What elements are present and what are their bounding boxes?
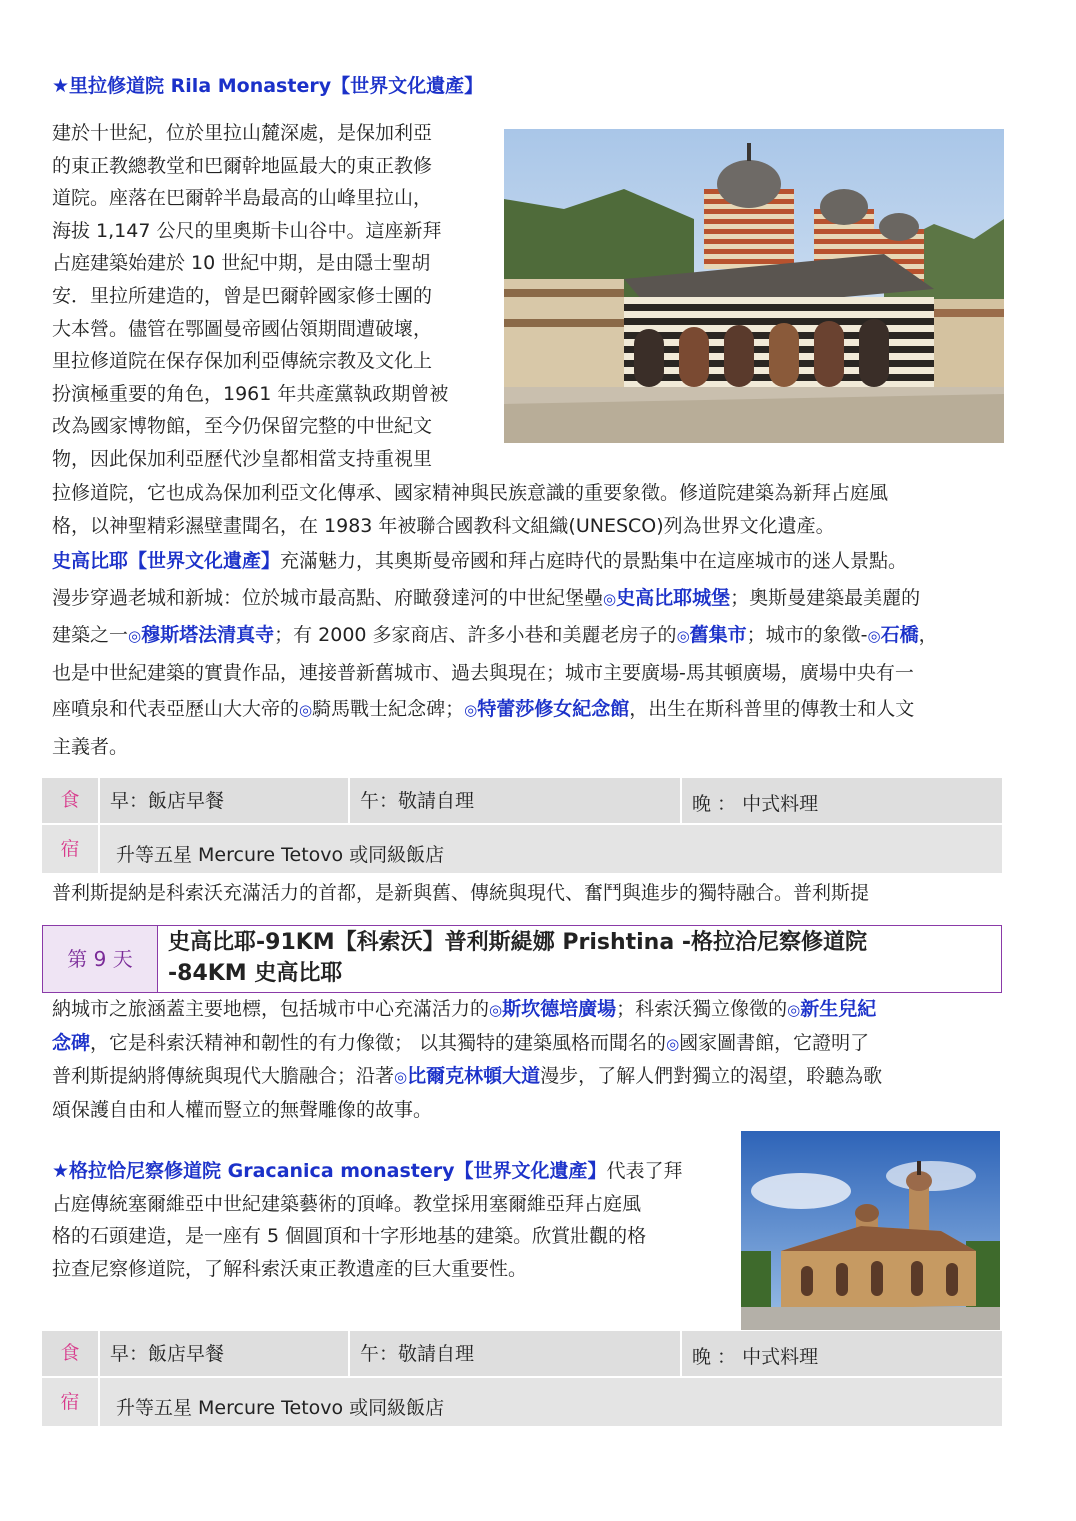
mother-teresa-memorial: 特蕾莎修女紀念館	[477, 698, 630, 720]
text-line: 物，因此保加利亞歷代沙皇都相當支持重視里	[52, 447, 433, 470]
text-fragment: 國家圖書館，它證明了	[679, 1031, 870, 1054]
gracanica-monastery-photo	[741, 1131, 1000, 1330]
text-line: 占庭傳統塞爾維亞中世紀建築藝術的頂峰。教堂採用塞爾維亞拜占庭風	[52, 1192, 642, 1215]
text-fragment: 漫步，了解人們對獨立的渴望，聆聽為歌	[540, 1065, 883, 1087]
dinner-cell	[682, 1331, 1002, 1376]
location-mark-icon: ◎	[128, 627, 142, 645]
text-fragment: ，它是科索沃精神和韌性的有力像徵； 以其獨特的建築風格而聞名的	[90, 1031, 667, 1054]
location-mark-icon: ◎	[867, 627, 881, 645]
meals-table-day9	[42, 1331, 1002, 1426]
location-mark-icon: ◎	[603, 589, 617, 608]
skanderbeg-square: 斯坎德培廣場	[502, 998, 617, 1020]
text-fragment: ；有 2000 多家商店、許多小巷和美麗老房子的	[274, 624, 677, 646]
gracanica-heading: ★格拉恰尼察修道院 Gracanica monastery【世界文化遺產】	[52, 1160, 607, 1182]
newborn-monument-cont: 念碑	[52, 1031, 91, 1054]
gracanica-paragraph	[52, 1155, 732, 1285]
hotel-label: 宿	[42, 825, 100, 873]
text-line: 的東正教總教堂和巴爾幹地區最大的東正教修	[52, 154, 433, 177]
text-line: 格的石頭建造，是一座有 5 個圓頂和十字形地基的建築。欣賞壯觀的格	[52, 1225, 647, 1247]
text-line: 大本營。儘管在鄂圖曼帝國佔領期間遭破壞，	[52, 317, 433, 340]
text-line: 道院。座落在巴爾幹半島最高的山峰里拉山，	[52, 187, 433, 210]
hotel-row	[42, 1378, 1002, 1426]
text-fragment: 座噴泉和代表亞歷山大大帝的	[52, 698, 300, 720]
rila-heading-tag: 【世界文化遺產】	[331, 75, 484, 97]
meal-label: 食	[42, 1331, 100, 1376]
star-icon: ★	[52, 75, 70, 97]
rila-monastery-photo	[504, 129, 1004, 443]
text-fragment: ；城市的象徵-	[746, 624, 868, 646]
text-line	[52, 617, 1052, 655]
text-line: 改為國家博物館，至今仍保留完整的中世紀文	[52, 415, 433, 438]
text-fragment: 騎馬戰士紀念碑；	[312, 698, 465, 720]
text-line	[52, 993, 1052, 1027]
text-line	[52, 1060, 1052, 1094]
breakfast: 早：飯店早餐	[110, 790, 225, 812]
mustafa-mosque: 穆斯塔法清真寺	[141, 624, 275, 646]
text-line: 安．里拉所建造的，曾是巴爾幹國家修士團的	[52, 284, 433, 307]
text-fragment: 代表了拜	[606, 1160, 683, 1182]
skopje-intro: 充滿魅力，其奧斯曼帝國和拜占庭時代的景點集中在這座城市的迷人景點。	[280, 550, 908, 572]
text-line: 也是中世紀建築的實貴作品，連接普新舊城市、過去與現在；城市主要廣場-馬其頓廣場，廣場中央有一	[52, 661, 914, 684]
skopje-fortress: 史高比耶城堡	[616, 586, 731, 609]
text-line: 占庭建築始建於 10 世紀中期，是由隱士聖胡	[52, 252, 431, 275]
meals-table-day8	[42, 778, 1002, 873]
lunch: 午：敬請自理	[360, 790, 475, 812]
skopje-heading: 史高比耶【世界文化遺產】	[52, 550, 281, 572]
meals-row	[42, 1331, 1002, 1376]
day-title-line: 史高比耶-91KM【科索沃】普利斯緹娜 Prishtina -格拉洽尼察修道院	[168, 930, 867, 955]
day9-header	[42, 925, 1002, 993]
text-fragment: 納城市之旅涵蓋主要地標，包括城市中心充滿活力的	[52, 998, 490, 1020]
lunch-cell	[350, 778, 682, 823]
text-fragment: 普利斯提納將傳統與現代大膽融合；沿著	[52, 1065, 395, 1087]
text-fragment: ，出生在斯科普里的傳教士和人文	[629, 698, 915, 720]
rila-heading-name: 里拉修道院 Rila Monastery	[69, 75, 332, 97]
text-line: 格，以神聖精彩濕壁畫聞名，在 1983 年被聯合國教科文組織(UNESCO)列為世界文化遺產。	[52, 514, 835, 537]
text-line: 主義者。	[52, 735, 129, 758]
meals-row	[42, 778, 1002, 823]
hotel-label: 宿	[42, 1378, 100, 1426]
dinner: 晚 ： 中式料理	[692, 793, 819, 815]
text-fragment: 漫步穿過老城和新城：位於城市最高點、府瞰發達河的中世紀堡壘	[52, 586, 604, 609]
stone-bridge: 石橋	[880, 624, 919, 646]
text-fragment: ；奧斯曼建築最美麗的	[730, 586, 921, 609]
bill-clinton-boulevard: 比爾克林頓大道	[407, 1065, 541, 1087]
text-line: 拉查尼察修道院，了解科索沃東正教遺產的巨大重要性。	[52, 1257, 528, 1280]
breakfast-cell	[100, 1331, 350, 1376]
location-mark-icon: ◎	[299, 701, 313, 719]
text-line	[52, 691, 1052, 729]
text-fragment: 建築之一	[52, 624, 129, 646]
breakfast: 早：飯店早餐	[110, 1343, 225, 1365]
text-fragment: ；科索沃獨立像徵的	[616, 998, 788, 1020]
old-bazaar: 舊集市	[689, 624, 747, 646]
location-mark-icon: ◎	[489, 1001, 503, 1019]
day-title-line: -84KM 史高比耶	[168, 961, 343, 986]
text-line	[52, 543, 1052, 580]
rila-heading	[52, 71, 483, 98]
text-fragment: ，	[918, 624, 938, 646]
dinner-cell	[682, 778, 1002, 823]
text-line: 海拔 1,147 公尺的里奧斯卡山谷中。這座新拜	[52, 219, 442, 242]
location-mark-icon: ◎	[787, 1001, 801, 1019]
rila-body-continued	[52, 477, 1052, 542]
text-line	[52, 1155, 732, 1188]
day-label: 第 9 天	[43, 926, 158, 992]
location-mark-icon: ◎	[464, 701, 478, 719]
newborn-monument: 新生兒紀	[800, 998, 877, 1020]
hotel-name: 升等五星 Mercure Tetovo 或同級飯店	[116, 1397, 445, 1419]
text-line	[52, 580, 1052, 618]
day-title	[168, 927, 988, 989]
text-line	[52, 1027, 1052, 1061]
text-line: 拉修道院，它也成為保加利亞文化傳承、國家精神與民族意識的重要象徵。修道院建築為新拜占庭風	[52, 482, 889, 504]
skopje-paragraph	[52, 543, 1052, 765]
location-mark-icon: ◎	[666, 1034, 680, 1053]
text-line: 建於十世紀，位於里拉山麓深處，是保加利亞	[52, 122, 433, 144]
pristina-paragraph	[52, 993, 1052, 1126]
hotel-name: 升等五星 Mercure Tetovo 或同級飯店	[116, 844, 445, 866]
hotel-row	[42, 825, 1002, 873]
rila-body	[52, 117, 502, 476]
dinner: 晚 ： 中式料理	[692, 1346, 819, 1368]
lunch: 午：敬請自理	[360, 1343, 475, 1365]
lunch-cell	[350, 1331, 682, 1376]
pristina-intro: 普利斯提納是科索沃充滿活力的首都，是新與舊、傳統與現代、奮鬥與進步的獨特融合。普利斯提	[52, 882, 870, 904]
text-line: 里拉修道院在保存保加利亞傳統宗教及文化上	[52, 350, 433, 373]
text-line: 頌保護自由和人權而豎立的無聲雕像的故事。	[52, 1098, 433, 1121]
breakfast-cell	[100, 778, 350, 823]
meal-label: 食	[42, 778, 100, 823]
text-line: 扮演極重要的角色，1961 年共產黨執政期曾被	[52, 382, 449, 405]
location-mark-icon: ◎	[676, 627, 690, 645]
location-mark-icon: ◎	[394, 1068, 408, 1086]
